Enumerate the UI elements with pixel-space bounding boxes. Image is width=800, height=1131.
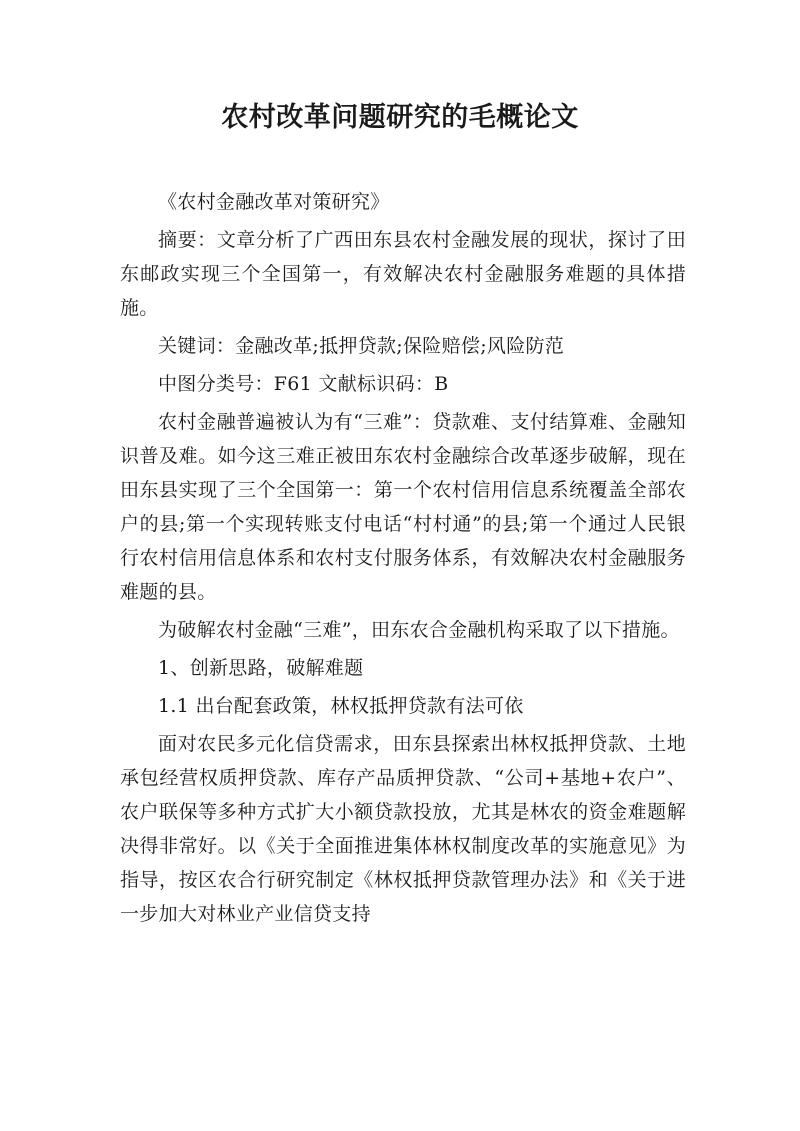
paragraph-article-title: 《农村金融改革对策研究》 [158, 191, 390, 213]
paragraph-keywords: 关键词：金融改革;抵押贷款;保险赔偿;风险防范 [158, 335, 565, 357]
section-heading-1-1: 1.1 出台配套政策，林权抵押贷款有法可依 [158, 695, 524, 717]
paragraph-classification: 中图分类号：F61 文献标识码：B [158, 373, 449, 395]
paragraph-abstract: 摘要：文章分析了广西田东县农村金融发展的现状，探讨了田东邮政实现三个全国第一，有效解决农村金融服务难题的具体措施。 [120, 229, 686, 319]
section-heading-1: 1、创新思路，破解难题 [158, 657, 364, 679]
paragraph-intro: 农村金融普遍被认为有“三难”：贷款难、支付结算难、金融知识普及难。如今这三难正被田东农村金融综合改革逐步破解，现在田东县实现了三个全国第一：第一个农村信用信息系统覆盖全部农户的县;第一个实现转账支付电话“村村通”的县;第一个通过人民银行农村信用信息体系和农村支付服务体系，有效解决农村金融服务难题的县。 [120, 411, 686, 603]
document-title: 农村改革问题研究的毛概论文 [221, 102, 579, 133]
paragraph-measures: 为破解农村金融“三难”，田东农合金融机构采取了以下措施。 [158, 619, 680, 641]
paragraph-forest-loans: 面对农民多元化信贷需求，田东县探索出林权抵押贷款、土地承包经营权质押贷款、库存产品质押贷款、“公司+基地+农户”、农户联保等多种方式扩大小额贷款投放，尤其是林农的资金难题解决得非常好。以《关于全面推进集体林权制度改革的实施意见》为指导，按区农合行研究制定《林权抵押贷款管理办法》和《关于进一步加大对林业产业信贷支持 [120, 733, 686, 925]
document-body [120, 185, 686, 931]
